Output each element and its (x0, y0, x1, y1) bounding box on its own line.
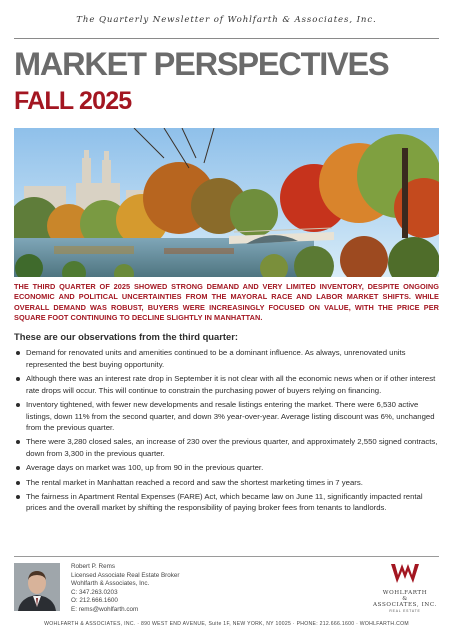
list-item: There were 3,280 closed sales, an increase of 230 over the previous quarter, and approximately 2,550 signed contracts, down from 3,300 in the previous quarter. (14, 436, 439, 459)
header-divider (14, 38, 439, 39)
observations-heading: These are our observations from the third quarter: (14, 331, 239, 342)
hero-image (14, 128, 439, 277)
page-title: MARKET PERSPECTIVES (14, 46, 389, 82)
agent-photo (14, 563, 60, 611)
agent-name: Robert P. Rems (71, 563, 115, 570)
footer-address: WOHLFARTH & ASSOCIATES, INC. · 890 WEST END AVENUE, Suite 1F, NEW YORK, NY 10025 · PHONE: 212.666.1600 · WOHLFARTH.COM (44, 621, 409, 627)
logo-real-estate: REAL ESTATE (389, 609, 421, 613)
issue-season: FALL 2025 (14, 87, 132, 115)
agent-company: Wohlfarth & Associates, Inc. (71, 580, 150, 588)
newsletter-tagline: The Quarterly Newsletter of Wohlfarth & Associates, Inc. (76, 15, 377, 25)
list-item: The rental market in Manhattan reached a record and saw the shortest marketing times in 7 years. (14, 477, 439, 489)
observations-list (14, 347, 439, 517)
list-item: Demand for renovated units and amenities continued to be a dominant influence. As always, unrenovated units represented the best buying opportunity. (14, 347, 439, 370)
list-item: Average days on market was 100, up from 90 in the previous quarter. (14, 462, 439, 474)
agent-title: Licensed Associate Real Estate Broker (71, 571, 180, 579)
intro-paragraph: THE THIRD QUARTER OF 2025 SHOWED STRONG DEMAND AND VERY LIMITED INVENTORY, DESPITE ONGOING ECONOMIC AND POLITICAL UNCERTAINTIES FROM THE MAYORAL RACE AND LABOR MARKET SHIFTS. WHILE OVERALL DEMAND WAS ROBUST, BUYERS WERE INCREASINGLY FOCUSED ON VALUE, WITH THE PRICE PER SQUARE FOOT CONTINUING TO DECLINE SLIGHTLY IN MANHATTAN. (14, 282, 439, 322)
agent-cell-phone: C: 347.263.0203 (71, 588, 118, 596)
list-item: Inventory tightened, with fewer new developments and resale listings entering the market. There were 6,530 active listings, down 11% from the second quarter, and down 3% year-over-year. Average listing discount was 6%, unchanged from the previous quarter. (14, 399, 439, 434)
agent-email: E: rems@wohlfarth.com (71, 605, 139, 613)
agent-contact (71, 563, 180, 615)
logo-ampersand: & (402, 596, 408, 602)
company-logo (372, 563, 438, 613)
logo-associates: ASSOCIATES, INC. (373, 602, 437, 608)
agent-office-phone: O: 212.666.1600 (71, 597, 118, 605)
logo-name: WOHLFARTH (382, 590, 428, 596)
list-item: Although there was an interest rate drop in September it is not clear with all the economic news when or if other interest rate drops will occur. This will continue to constrain the purchasing power of buyers relying on financing. (14, 373, 439, 396)
footer-divider (14, 556, 439, 557)
wa-monogram-icon (390, 563, 420, 585)
list-item: The fairness in Apartment Rental Expenses (FARE) Act, which became law on June 11, significantly impacted rental prices and the overall market by shifting the responsibility of paying broker fees from tenants to landlords. (14, 491, 439, 514)
